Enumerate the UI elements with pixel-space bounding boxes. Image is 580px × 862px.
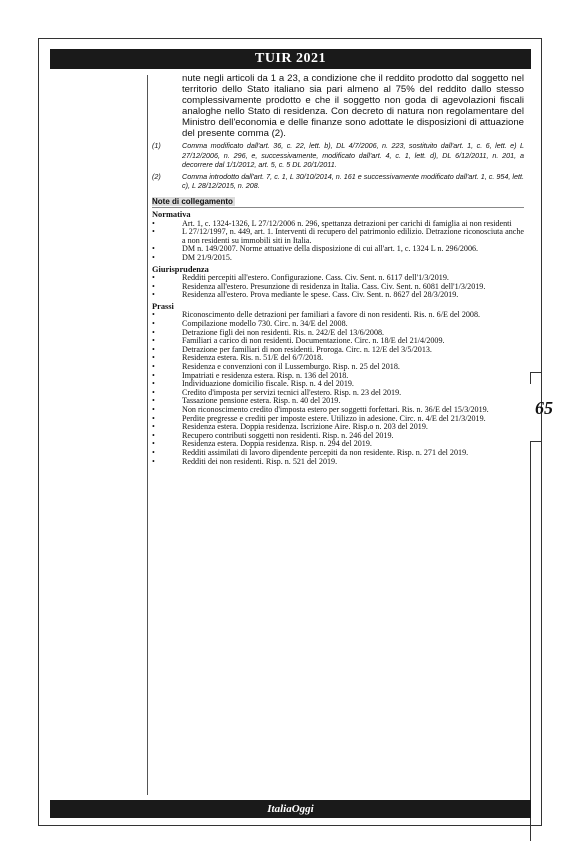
list-item: • Detrazione figli dei non residenti. Ris. n. 242/E del 13/6/2008. — [152, 329, 524, 338]
margin-tick-top-vertical — [530, 372, 531, 384]
footer-brand: ItaliaOggi — [50, 800, 531, 818]
list-item: • DM n. 149/2007. Norme attuative della disposizione di cui all'art. 1, c. 1324 L n. 296/2006. — [152, 245, 524, 254]
margin-tick-bottom-vertical — [530, 441, 531, 841]
list-item: • DM 21/9/2015. — [152, 254, 524, 263]
list-item: • Familiari a carico di non residenti. Documentazione. Circ. n. 18/E del 21/4/2009. — [152, 337, 524, 346]
normativa-list — [152, 220, 524, 263]
footnote — [152, 141, 524, 170]
list-item: • L 27/12/1997, n. 449, art. 1. Interventi di recupero del patrimonio edilizio. Detrazione riconosciuta anche a non residenti su immobili siti in Italia. — [152, 228, 524, 245]
footnote-text: Comma introdotto dall'art. 7, c. 1, L 30/10/2014, n. 161 e successivamente modificato dall'art. 1, c. 954, lett. c), L 28/12/2015, n. 208. — [182, 171, 524, 191]
list-item: • Residenza e convenzioni con il Lussemburgo. Risp. n. 25 del 2018. — [152, 363, 524, 372]
list-item: • Art. 1, c. 1324-1326, L 27/12/2006 n. 296, spettanza detrazioni per carichi di famiglia ai non residenti — [152, 220, 524, 229]
list-item: • Redditi percepiti all'estero. Configurazione. Cass. Civ. Sent. n. 6117 dell'1/3/2019. — [152, 274, 524, 283]
list-item: • Residenza estera. Ris. n. 51/E del 6/7/2018. — [152, 354, 524, 363]
prassi-list — [152, 311, 524, 466]
footnote-text: Comma modificato dall'art. 36, c. 22, lett. b), DL 4/7/2006, n. 223, sostituito dall'art. 1, c. 6, lett. e) L 27/12/2006, n. 296, e, successivamente, modificato dall'art. 4, c. 1, lett. d), DL 6/12/2011, n. 201, a decorrere dal 1/1/2012, art. 5, c. 5 DL 20/1/2011. — [182, 141, 524, 170]
list-item: • Perdite pregresse e crediti per imposte estere. Utilizzo in adesione. Circ. n. 4/E del 21/3/2019. — [152, 415, 524, 424]
notes-heading — [152, 197, 524, 208]
section-prassi-title: Prassi — [152, 301, 174, 311]
list-item: • Residenza all'estero. Presunzione di residenza in Italia. Cass. Civ. Sent. n. 6081 dell'1/3/2019. — [152, 283, 524, 292]
list-item: • Detrazione per familiari di non residenti. Proroga. Circ. n. 12/E del 3/5/2013. — [152, 346, 524, 355]
margin-tick-bottom — [530, 441, 542, 442]
footnote-number: (1) — [152, 141, 161, 151]
column-rule — [147, 75, 148, 795]
section-normativa-title: Normativa — [152, 209, 191, 219]
list-item: • Residenza estera. Doppia residenza. Risp. n. 294 del 2019. — [152, 440, 524, 449]
margin-tick-top — [530, 372, 542, 373]
list-item: • Compilazione modello 730. Circ. n. 34/E del 2008. — [152, 320, 524, 329]
list-item: • Redditi dei non residenti. Risp. n. 521 del 2019. — [152, 458, 524, 467]
list-item: • Residenza all'estero. Prova mediante le spese. Cass. Civ. Sent. n. 8627 del 28/3/2019. — [152, 291, 524, 300]
list-item: • Non riconoscimento credito d'imposta estero per soggetti forfettari. Ris. n. 36/E del 15/3/2019. — [152, 406, 524, 415]
list-item: • Individuazione domicilio fiscale. Risp. n. 4 del 2019. — [152, 380, 524, 389]
section-giurisprudenza-title: Giurisprudenza — [152, 264, 209, 274]
header-title: TUIR 2021 — [50, 49, 531, 69]
footnote — [152, 172, 524, 191]
page-content — [152, 74, 524, 466]
giurisprudenza-list — [152, 274, 524, 300]
list-item: • Residenza estera. Doppia residenza. Iscrizione Aire. Risp.o n. 203 del 2019. — [152, 423, 524, 432]
list-item: • Credito d'imposta per servizi tecnici all'estero. Risp. n. 23 del 2019. — [152, 389, 524, 398]
footnote-number: (2) — [152, 171, 161, 181]
notes-heading-label: Note di collegamento — [152, 196, 233, 206]
list-item: • Impatriati e residenza estera. Risp. n. 136 del 2018. — [152, 372, 524, 381]
list-item: • Redditi assimilati di lavoro dipendente percepiti da non residente. Risp. n. 271 del 2019. — [152, 449, 524, 458]
list-item: • Recupero contributi soggetti non residenti. Risp. n. 246 del 2019. — [152, 432, 524, 441]
page-number: 65 — [535, 398, 553, 418]
list-item: • Tassazione pensione estera. Risp. n. 40 del 2019. — [152, 397, 524, 406]
list-item: • Riconoscimento delle detrazioni per familiari a favore di non residenti. Ris. n. 6/E del 2008. — [152, 311, 524, 320]
intro-paragraph: nute negli articoli da 1 a 23, a condizione che il reddito prodotto dal soggetto nel territorio dello Stato italiano sia pari almeno al 75% del reddito dallo stesso complessivamente prodotto e che il soggetto non goda di agevolazioni fiscali analoghe nello Stato di residenza. Con decreto di natura non regolamentare del Ministro dell'economia e delle finanze sono adottate le disposizioni di attuazione del presente comma (2). — [182, 73, 524, 139]
